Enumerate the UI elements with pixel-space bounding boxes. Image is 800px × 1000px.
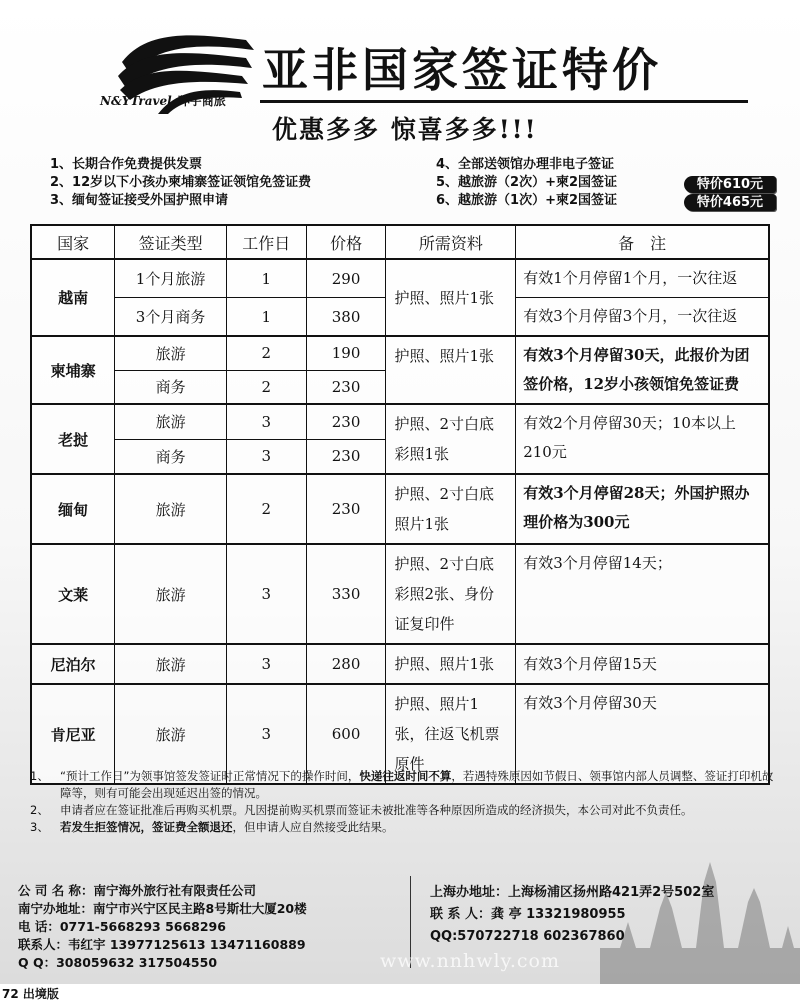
table-row	[31, 259, 769, 298]
visa-type-cell: 旅游	[115, 644, 227, 684]
visa-type-cell: 旅游	[115, 684, 227, 784]
col-header-materials: 所需资料	[386, 225, 516, 259]
footnote-text	[60, 768, 780, 802]
price-cell: 230	[306, 439, 386, 474]
note-cell: 有效1个月停留1个月，一次往返	[516, 259, 769, 298]
country-cell: 缅甸	[31, 474, 115, 544]
footnote-text	[60, 819, 394, 836]
footnote-number: 2、	[30, 803, 49, 817]
table-row	[31, 336, 769, 370]
footnote-item	[30, 768, 780, 802]
promo-item: 5、越旅游（2次）+柬2国签证	[436, 175, 618, 190]
footnotes	[30, 768, 780, 836]
visa-price-table	[30, 224, 770, 785]
country-cell: 老挝	[31, 404, 115, 474]
visa-type-cell: 旅游	[115, 404, 227, 439]
page-title: 亚非国家签证特价	[262, 43, 662, 97]
country-cell: 文莱	[31, 544, 115, 644]
price-cell: 230	[306, 370, 386, 404]
workdays-cell: 2	[226, 370, 306, 404]
shanghai-contact-person: 联 系 人：龚 亭 13321980955	[430, 907, 626, 922]
price-cell: 290	[306, 259, 386, 298]
price-cell: 380	[306, 298, 386, 337]
col-header-price: 价格	[306, 225, 386, 259]
note-cell: 有效3个月停留28天；外国护照办理价格为300元	[516, 474, 769, 544]
website-watermark: www.nnhwly.com	[380, 950, 560, 972]
materials-cell: 护照、2寸白底照片1张	[386, 474, 516, 544]
note-cell: 有效2个月停留30天；10本以上210元	[516, 404, 769, 474]
brand-cn: 环宇商旅	[177, 94, 226, 108]
promo-item: 6、越旅游（1次）+柬2国签证	[436, 193, 618, 208]
shanghai-qq: QQ:570722718 602367860	[430, 929, 625, 944]
visa-type-cell: 旅游	[115, 336, 227, 370]
col-header-visa-type: 签证类型	[115, 225, 227, 259]
table-row	[31, 644, 769, 684]
workdays-cell: 3	[226, 644, 306, 684]
price-cell: 190	[306, 336, 386, 370]
table-row	[31, 474, 769, 544]
price-tag-610: 特价610元	[684, 176, 776, 193]
workdays-cell: 1	[226, 259, 306, 298]
visa-type-cell: 旅游	[115, 544, 227, 644]
promo-item: 3、缅甸签证接受外国护照申请	[50, 193, 229, 208]
footnote-bold-part: 若发生拒签情况，签证费全额退还	[60, 820, 233, 834]
footnote-text-part: “预计工作日”为领事馆签发签证时正常情况下的操作时间，	[60, 769, 360, 783]
price-cell: 330	[306, 544, 386, 644]
workdays-cell: 2	[226, 336, 306, 370]
table-header-row	[31, 225, 769, 259]
footnote-text-part: ，若遇特殊原因如节假日、领事馆内部人员调整、签证打印机故障等，则有可能会出现延迟出签的情况。	[60, 769, 774, 800]
footnote-item	[30, 802, 780, 819]
note-cell: 有效3个月停留30天，此报价为团签价格，12岁小孩领馆免签证费	[516, 336, 769, 404]
materials-cell: 护照、2寸白底彩照1张	[386, 404, 516, 474]
visa-type-cell: 3个月商务	[115, 298, 227, 337]
promo-list-left	[50, 156, 311, 210]
note-cell: 有效3个月停留3个月，一次往返	[516, 298, 769, 337]
country-cell: 肯尼亚	[31, 684, 115, 784]
contact-shanghai	[430, 882, 714, 948]
footnote-text-part: ，但申请人应自然接受此结果。	[232, 820, 394, 834]
price-tag-465: 特价465元	[684, 194, 776, 211]
workdays-cell: 3	[226, 544, 306, 644]
col-header-notes: 备 注	[516, 225, 769, 259]
country-cell: 柬埔寨	[31, 336, 115, 404]
footnote-number: 3、	[30, 820, 49, 834]
nanning-phone: 电 话：0771-5668293 5668296	[18, 919, 226, 934]
footnote-number: 1、	[30, 769, 49, 783]
footnote-text: 申请者应在签证批准后再购买机票。凡因提前购买机票而签证未被批准等各种原因所造成的经济损失，本公司对此不负责任。	[60, 803, 693, 817]
col-header-workdays: 工作日	[226, 225, 306, 259]
brand-name	[100, 92, 226, 109]
visa-type-cell: 旅游	[115, 474, 227, 544]
promo-item: 2、12岁以下小孩办柬埔寨签证领馆免签证费	[50, 175, 312, 190]
page-subtitle: 优惠多多 惊喜多多!!!	[272, 115, 538, 144]
country-cell: 尼泊尔	[31, 644, 115, 684]
price-cell: 280	[306, 644, 386, 684]
promo-list-right	[436, 156, 617, 210]
brand-en: N&YTravel	[100, 94, 172, 108]
shanghai-address: 上海办地址：上海杨浦区扬州路421弄2号502室	[430, 885, 715, 900]
promo-item: 4、全部送领馆办理非电子签证	[436, 157, 615, 172]
materials-cell: 护照、照片1张，往返飞机票原件	[386, 684, 516, 784]
note-cell: 有效3个月停留15天	[516, 644, 769, 684]
materials-cell: 护照、照片1张	[386, 259, 516, 336]
promo-item: 1、长期合作免费提供发票	[50, 157, 203, 172]
nanning-contact-person: 联系人：韦红宇 13977125613 13471160889	[18, 937, 306, 952]
country-cell: 越南	[31, 259, 115, 336]
materials-cell: 护照、照片1张	[386, 336, 516, 404]
col-header-country: 国家	[31, 225, 115, 259]
visa-type-cell: 商务	[115, 439, 227, 474]
workdays-cell: 1	[226, 298, 306, 337]
visa-type-cell: 商务	[115, 370, 227, 404]
footnote-bold-part: 快递往返时间不算	[359, 769, 452, 783]
price-cell: 600	[306, 684, 386, 784]
materials-cell: 护照、2寸白底彩照2张、身份证复印件	[386, 544, 516, 644]
workdays-cell: 2	[226, 474, 306, 544]
nanning-address: 南宁办地址：南宁市兴宁区民主路8号斯壮大厦20楼	[18, 901, 307, 916]
price-cell: 230	[306, 474, 386, 544]
workdays-cell: 3	[226, 404, 306, 439]
workdays-cell: 3	[226, 684, 306, 784]
note-cell: 有效3个月停留14天；	[516, 544, 769, 644]
nanning-qq: Q Q：308059632 317504550	[18, 955, 218, 970]
footnote-item	[30, 819, 780, 836]
workdays-cell: 3	[226, 439, 306, 474]
page-number: 72 出境版	[2, 987, 59, 1000]
table-row	[31, 404, 769, 439]
price-cell: 230	[306, 404, 386, 439]
company-name: 公 司 名 称：南宁海外旅行社有限责任公司	[18, 883, 257, 898]
title-underline	[260, 100, 748, 103]
visa-type-cell: 1个月旅游	[115, 259, 227, 298]
materials-cell: 护照、照片1张	[386, 644, 516, 684]
note-cell: 有效3个月停留30天	[516, 684, 769, 784]
table-row	[31, 544, 769, 644]
contact-nanning	[18, 882, 307, 972]
